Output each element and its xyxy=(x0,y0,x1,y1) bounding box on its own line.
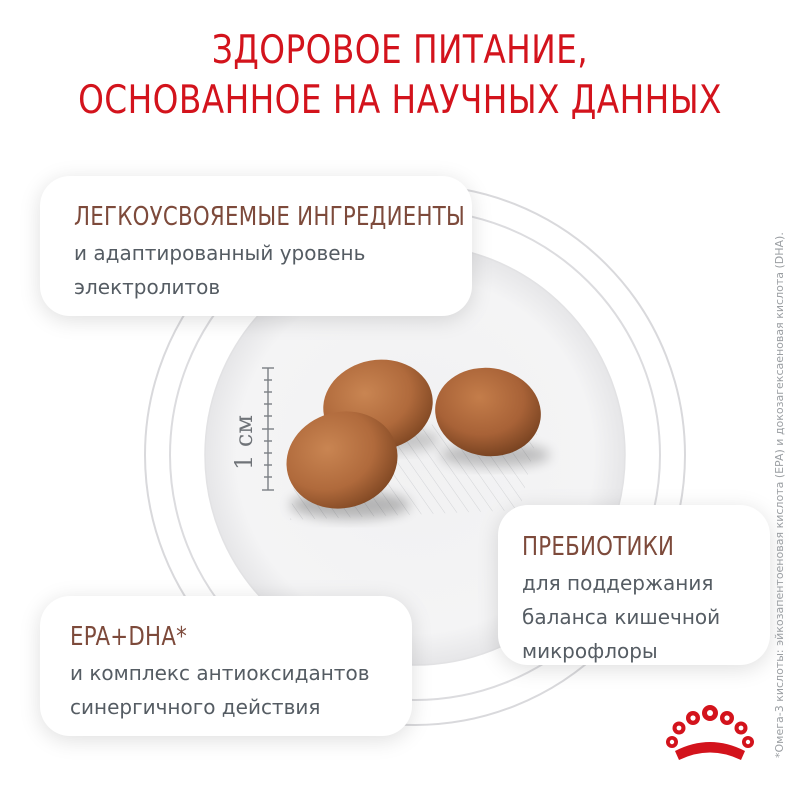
card-epa-dha xyxy=(40,596,412,736)
card-digestible-ingredients xyxy=(40,176,472,316)
card-line: для поддержания xyxy=(522,571,714,595)
card-line: синергичного действия xyxy=(70,695,321,719)
card-title: ПРЕБИОТИКИ xyxy=(522,532,675,562)
card-title: EPA+DHA* xyxy=(70,622,188,652)
headline-line-2: ОСНОВАННОЕ НА НАУЧНЫХ ДАННЫХ xyxy=(78,78,722,123)
card-line: микрофлоры xyxy=(522,639,658,663)
card-line: баланса кишечной xyxy=(522,605,721,629)
card-line: и комплекс антиоксидантов xyxy=(70,661,370,685)
card-title: ЛЕГКОУСВОЯЕМЫЕ ИНГРЕДИЕНТЫ xyxy=(74,202,466,232)
card-description xyxy=(522,566,720,668)
card-line: и адаптированный уровень xyxy=(74,241,366,265)
crown-logo-icon xyxy=(665,703,755,765)
footnote-container xyxy=(771,213,791,758)
card-prebiotics xyxy=(498,505,770,665)
card-description xyxy=(74,236,365,304)
headline xyxy=(64,26,736,126)
scale-label: 1 см xyxy=(230,414,258,470)
footnote: *Омега-3 кислоты: эйкозапентоеновая кислота (EPA) и докозагексаеновая кислота (DHA). xyxy=(773,232,786,758)
card-line: электролитов xyxy=(74,275,221,299)
card-description xyxy=(70,656,369,724)
headline-line-1: ЗДОРОВОЕ ПИТАНИЕ, xyxy=(211,28,589,73)
